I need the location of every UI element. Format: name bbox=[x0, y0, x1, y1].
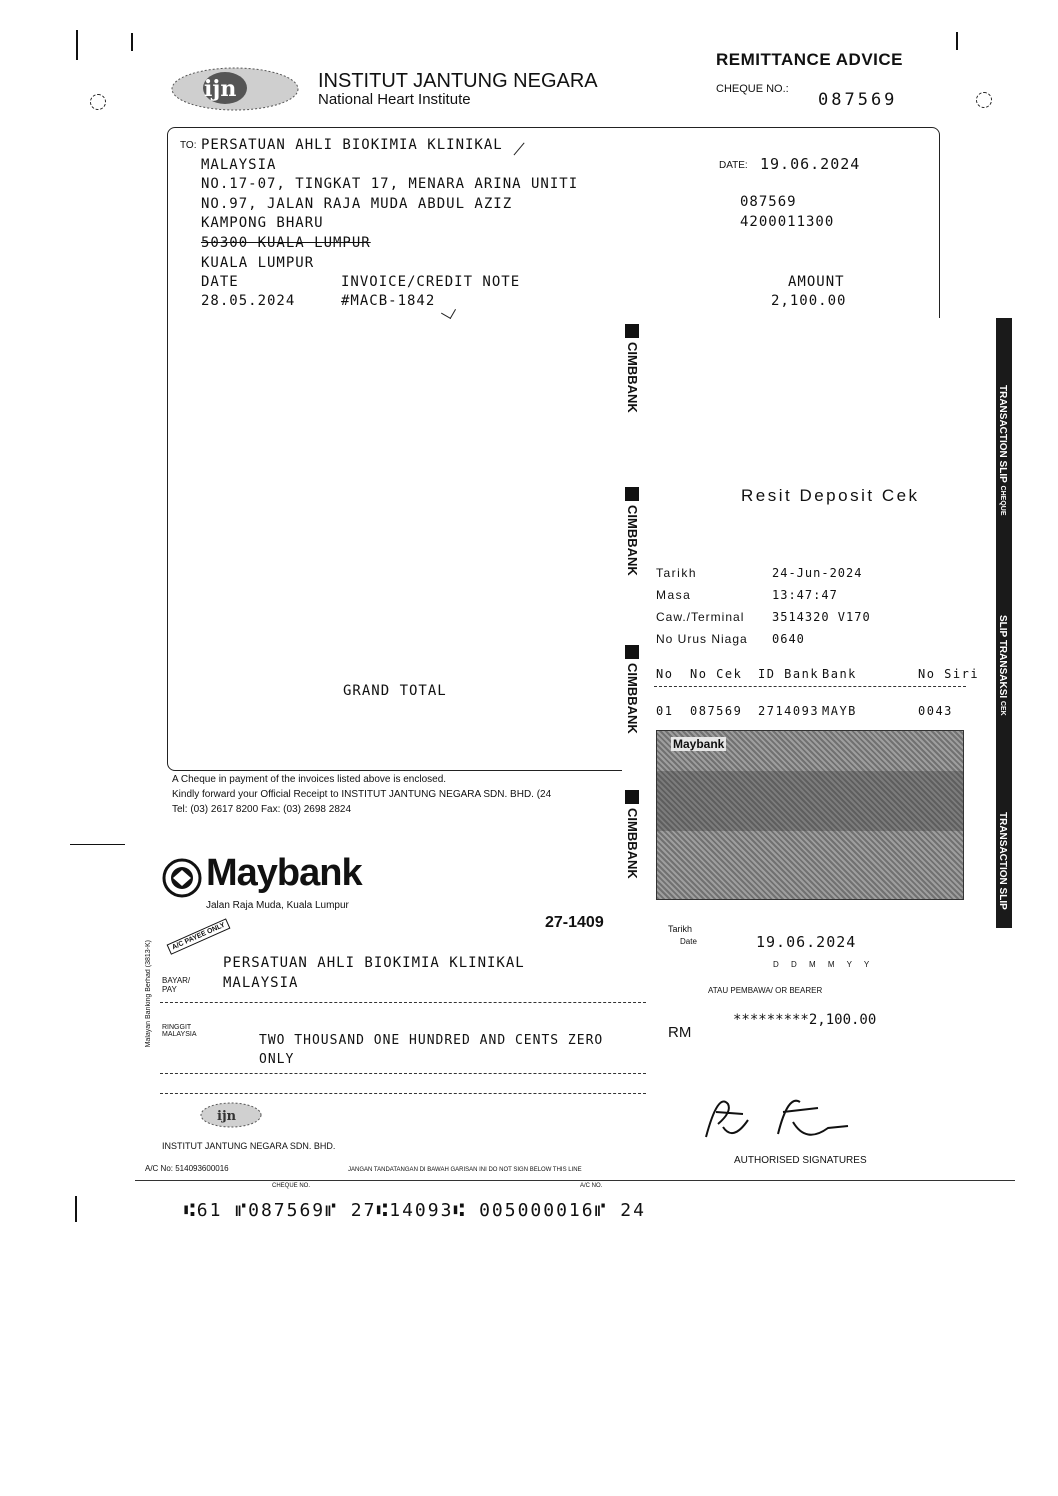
org-subtitle: National Heart Institute bbox=[318, 91, 471, 108]
crossing-stamp: A/C PAYEE ONLY bbox=[167, 918, 231, 955]
slip-side-label-sub: CHEQUE bbox=[999, 485, 1006, 516]
punch-hole-mark bbox=[976, 92, 992, 108]
slip-row-bank: MAYB bbox=[822, 704, 857, 718]
amount-words-rule bbox=[160, 1093, 646, 1094]
advice-footer-line2: Kindly forward your Official Receipt to INSTITUT JANTUNG NEGARA SDN. BHD. (24 bbox=[172, 789, 552, 800]
slip-row-no-cek: 087569 bbox=[690, 704, 743, 718]
cheque-date-sub-label: Date bbox=[680, 937, 697, 946]
slip-divider bbox=[654, 686, 966, 687]
advice-footer-line1: A Cheque in payment of the invoices listed above is enclosed. bbox=[172, 774, 447, 785]
advice-footer-line3: Tel: (03) 2617 8200 Fax: (03) 2698 2824 bbox=[172, 804, 352, 815]
cheque-pay-label: BAYAR/ PAY bbox=[162, 976, 191, 994]
drawer-logo bbox=[200, 1102, 262, 1128]
advice-date-label: DATE: bbox=[719, 160, 748, 171]
margin-mark bbox=[70, 844, 125, 845]
payee-line-rule bbox=[160, 1002, 646, 1003]
row-amount: 2,100.00 bbox=[771, 293, 847, 309]
slip-masa: 13:47:47 bbox=[772, 588, 838, 602]
cheque-side-note: Malayan Banking Berhad (3813-K) bbox=[145, 940, 152, 1048]
slip-tarikh: 24-Jun-2024 bbox=[772, 566, 863, 580]
slip-urus-niaga-label: No Urus Niaga bbox=[656, 632, 748, 646]
svg-text:ijn: ijn bbox=[204, 76, 237, 102]
cheque-payee-line2: MALAYSIA bbox=[223, 975, 299, 991]
slip-side-label bbox=[997, 615, 1008, 716]
slip-terminal: 3514320 V170 bbox=[772, 610, 871, 624]
cimb-bank-name: CIMBBANK bbox=[625, 808, 640, 879]
slip-masa-label: Masa bbox=[656, 588, 692, 602]
to-label: TO: bbox=[180, 140, 197, 151]
slip-col-bank: Bank bbox=[822, 667, 857, 681]
slip-col-no: No bbox=[656, 667, 674, 681]
cheque-date-format: D D M M Y Y bbox=[773, 960, 875, 969]
punch-hole-mark bbox=[90, 94, 106, 110]
margin-mark bbox=[956, 32, 958, 50]
advice-date: 19.06.2024 bbox=[760, 155, 861, 173]
cimb-bank-stamp bbox=[625, 645, 640, 734]
col-header-invoice: INVOICE/CREDIT NOTE bbox=[341, 274, 521, 290]
payee-line: KUALA LUMPUR bbox=[201, 254, 315, 271]
advice-ref2: 4200011300 bbox=[740, 214, 835, 230]
payee-line: KAMPONG BHARU bbox=[201, 215, 324, 232]
cimb-bank-stamp bbox=[625, 487, 640, 576]
scanned-cheque-bank-label: Maybank bbox=[673, 737, 725, 751]
row-date: 28.05.2024 bbox=[201, 293, 296, 309]
margin-mark bbox=[75, 1196, 77, 1222]
svg-text:ijn: ijn bbox=[217, 1109, 237, 1124]
cheque-drawer: INSTITUT JANTUNG NEGARA SDN. BHD. bbox=[162, 1141, 336, 1151]
ijn-logo bbox=[170, 66, 300, 112]
slip-side-label bbox=[997, 385, 1008, 516]
margin-mark bbox=[76, 30, 78, 60]
advice-ref1: 087569 bbox=[740, 194, 797, 210]
row-invoice: #MACB-1842 bbox=[341, 293, 436, 309]
payee-line: NO.17-07, TINGKAT 17, MENARA ARINA UNITI bbox=[201, 176, 579, 193]
cheque-auth-label: AUTHORISED SIGNATURES bbox=[734, 1155, 867, 1166]
scanned-cheque-image bbox=[656, 730, 964, 900]
cheque-amount: *********2,100.00 bbox=[733, 1012, 877, 1028]
slip-col-no-siri: No Siri bbox=[918, 667, 980, 681]
slip-row-id-bank: 2714093 bbox=[758, 704, 820, 718]
cimb-bank-stamp bbox=[625, 790, 640, 879]
cheque-no-label: CHEQUE NO.: bbox=[716, 83, 789, 95]
cheque-below-note: JANGAN TANDATANGAN DI BAWAH GARISAN INI DO NOT SIGN BELOW THIS LINE bbox=[348, 1167, 582, 1173]
payee-line-struck: 50300 KUALA LUMPUR bbox=[201, 234, 371, 251]
slip-urus-niaga: 0640 bbox=[772, 632, 805, 646]
scanned-cheque-band bbox=[657, 771, 963, 831]
cimb-bank-name: CIMBBANK bbox=[625, 342, 640, 413]
cheque-amount-words2: ONLY bbox=[259, 1052, 295, 1067]
cheque-account-no: A/C No: 514093600016 bbox=[145, 1164, 229, 1173]
org-name: INSTITUT JANTUNG NEGARA bbox=[318, 70, 598, 92]
micr-acno-label: A/C NO. bbox=[580, 1183, 603, 1189]
payee-line: NO.97, JALAN RAJA MUDA ABDUL AZIZ bbox=[201, 195, 513, 212]
cheque-ringgit-label: RINGGIT MALAYSIA bbox=[162, 1024, 197, 1038]
slip-row-no: 01 bbox=[656, 704, 674, 718]
payee-line: PERSATUAN AHLI BIOKIMIA KLINIKAL bbox=[201, 137, 503, 153]
cheque-bank-name: Maybank bbox=[206, 852, 362, 894]
margin-mark bbox=[131, 33, 133, 51]
cimb-bank-name: CIMBBANK bbox=[625, 663, 640, 734]
maybank-logo-icon bbox=[162, 858, 202, 898]
doc-title: REMITTANCE ADVICE bbox=[716, 50, 903, 69]
cheque-date: 19.06.2024 bbox=[756, 933, 857, 951]
slip-col-id-bank: ID Bank bbox=[758, 667, 820, 681]
slip-title: Resit Deposit Cek bbox=[741, 486, 920, 505]
cheque-branch: Jalan Raja Muda, Kuala Lumpur bbox=[206, 900, 349, 911]
slip-side-label-sub: CEK bbox=[999, 700, 1006, 716]
slip-side-label-text: TRANSACTION SLIP bbox=[997, 385, 1008, 483]
grand-total-label: GRAND TOTAL bbox=[343, 683, 447, 699]
col-header-date: DATE bbox=[201, 274, 239, 290]
cheque-branch-code: 27-1409 bbox=[545, 914, 604, 931]
cheque-tarikh-label: Tarikh bbox=[668, 924, 693, 934]
slip-side-label-text: SLIP TRANSAKSI bbox=[997, 615, 1008, 699]
cheque-bearer-label: ATAU PEMBAWA/ OR BEARER bbox=[708, 986, 823, 995]
payee-line: MALAYSIA bbox=[201, 156, 277, 173]
authorised-signature bbox=[688, 1082, 868, 1152]
cimb-bank-stamp bbox=[625, 324, 640, 413]
slip-tarikh-label: Tarikh bbox=[656, 566, 698, 580]
cheque-rm-label: RM bbox=[668, 1024, 692, 1041]
cimb-bank-name: CIMBBANK bbox=[625, 505, 640, 576]
cheque-bottom-rule bbox=[135, 1180, 1015, 1181]
micr-cheque-no-label: CHEQUE NO. bbox=[272, 1183, 311, 1189]
micr-line: ⑆61 ⑈087569⑈ 27⑆14093⑆ 005000016⑈ 24 bbox=[184, 1200, 646, 1221]
slip-row-no-siri: 0043 bbox=[918, 704, 953, 718]
amount-words-rule bbox=[160, 1073, 646, 1074]
slip-col-no-cek: No Cek bbox=[690, 667, 743, 681]
cheque-no: 087569 bbox=[818, 90, 898, 110]
cheque-payee-line1: PERSATUAN AHLI BIOKIMIA KLINIKAL bbox=[223, 955, 525, 971]
slip-terminal-label: Caw./Terminal bbox=[656, 610, 745, 624]
slip-side-label: TRANSACTION SLIP bbox=[997, 812, 1008, 910]
cheque-amount-words1: TWO THOUSAND ONE HUNDRED AND CENTS ZERO bbox=[259, 1033, 604, 1048]
col-header-amount: AMOUNT bbox=[788, 274, 845, 290]
